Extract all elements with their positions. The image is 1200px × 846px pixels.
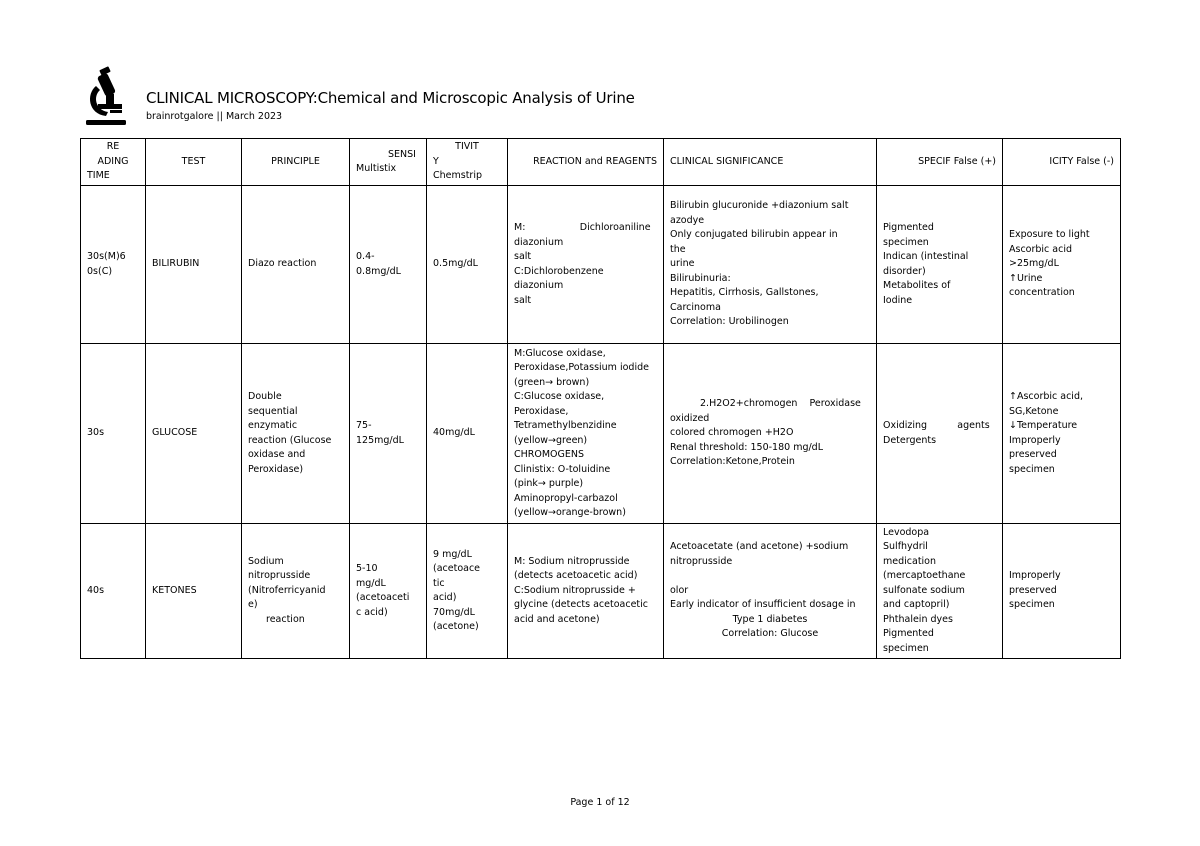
reaction-cell: M: Sodium nitroprusside (detects acetoacetic acid) C:Sodium nitroprusside + glycine (detects acetoacetic acid and acetone) bbox=[508, 524, 664, 659]
table-header-row bbox=[81, 139, 1121, 186]
chemstrip-cell: 0.5mg/dL bbox=[427, 186, 508, 344]
test-name-cell: KETONES bbox=[146, 524, 242, 659]
table-row bbox=[81, 186, 1121, 344]
false-negative-cell: Exposure to light Ascorbic acid >25mg/dL ↑Urine concentration bbox=[1003, 186, 1121, 344]
table-row bbox=[81, 344, 1121, 524]
page-number: Page 1 of 12 bbox=[570, 797, 630, 808]
multistix-cell: 5-10 mg/dL (acetoaceti c acid) bbox=[350, 524, 427, 659]
header-reaction-reagents: REACTION and REAGENTS bbox=[508, 139, 664, 186]
table-row bbox=[81, 524, 1121, 659]
false-negative-cell: Improperly preserved specimen bbox=[1003, 524, 1121, 659]
clinical-significance-cell: 2.H2O2+chromogen Peroxidase oxidized colored chromogen +H2O Renal threshold: 150-180 mg/dL Correlation:Ketone,Protein bbox=[664, 344, 877, 524]
clinical-significance-cell: Bilirubin glucuronide +diazonium salt azodye Only conjugated bilirubin appear in the urine Bilirubinuria: Hepatitis, Cirrhosis, Gallstones, Carcinoma Correlation: Urobilinogen bbox=[664, 186, 877, 344]
false-positive-cell: Pigmented specimen Indican (intestinal disorder) Metabolites of Iodine bbox=[877, 186, 1003, 344]
reaction-cell: M:Glucose oxidase, Peroxidase,Potassium iodide (green→ brown) C:Glucose oxidase, Peroxidase, Tetramethylbenzidine (yellow→green) CHROMOGENS Clinistix: O-toluidine (pink→ purple) Aminopropyl-carbazol (yellow→orange-brown) bbox=[508, 344, 664, 524]
header-principle: PRINCIPLE bbox=[242, 139, 350, 186]
document-title: CLINICAL MICROSCOPY:Chemical and Microscopic Analysis of Urine bbox=[146, 89, 635, 107]
microscope-icon bbox=[84, 66, 128, 126]
urinalysis-table bbox=[80, 138, 1121, 659]
reading-time-cell: 40s bbox=[81, 524, 146, 659]
principle-cell: Diazo reaction bbox=[242, 186, 350, 344]
header-reading-time: RE ADING TIME bbox=[81, 139, 146, 186]
test-name-cell: GLUCOSE bbox=[146, 344, 242, 524]
multistix-cell: 75- 125mg/dL bbox=[350, 344, 427, 524]
chemstrip-cell: 40mg/dL bbox=[427, 344, 508, 524]
reading-time-cell: 30s bbox=[81, 344, 146, 524]
principle-cell: Sodium nitroprusside (Nitroferricyanid e) reaction bbox=[242, 524, 350, 659]
false-negative-cell: ↑Ascorbic acid, SG,Ketone ↓Temperature Improperly preserved specimen bbox=[1003, 344, 1121, 524]
header-specificity-false-positive: SPECIF False (+) bbox=[877, 139, 1003, 186]
document-subtitle: brainrotgalore || March 2023 bbox=[146, 111, 283, 122]
clinical-significance-cell: Acetoacetate (and acetone) +sodium nitroprusside olor Early indicator of insufficient dosage in Type 1 diabetes Correlation: Glucose bbox=[664, 524, 877, 659]
header-sensitivity-multistix: SENSI Multistix bbox=[350, 139, 427, 186]
false-positive-cell: Oxidizing agents Detergents bbox=[877, 344, 1003, 524]
principle-cell: Double sequential enzymatic reaction (Glucose oxidase and Peroxidase) bbox=[242, 344, 350, 524]
chemstrip-cell: 9 mg/dL (acetoace tic acid) 70mg/dL (acetone) bbox=[427, 524, 508, 659]
false-positive-cell: Levodopa Sulfhydril medication (mercaptoethane sulfonate sodium and captopril) Phthalein dyes Pigmented specimen bbox=[877, 524, 1003, 659]
test-name-cell: BILIRUBIN bbox=[146, 186, 242, 344]
reading-time-cell: 30s(M)6 0s(C) bbox=[81, 186, 146, 344]
multistix-cell: 0.4- 0.8mg/dL bbox=[350, 186, 427, 344]
header-clinical-significance: CLINICAL SIGNIFICANCE bbox=[664, 139, 877, 186]
header-test: TEST bbox=[146, 139, 242, 186]
header-sensitivity-chemstrip: TIVIT Y Chemstrip bbox=[427, 139, 508, 186]
header-specificity-false-negative: ICITY False (-) bbox=[1003, 139, 1121, 186]
reaction-cell: M: Dichloroaniline diazonium salt C:Dichlorobenzene diazonium salt bbox=[508, 186, 664, 344]
